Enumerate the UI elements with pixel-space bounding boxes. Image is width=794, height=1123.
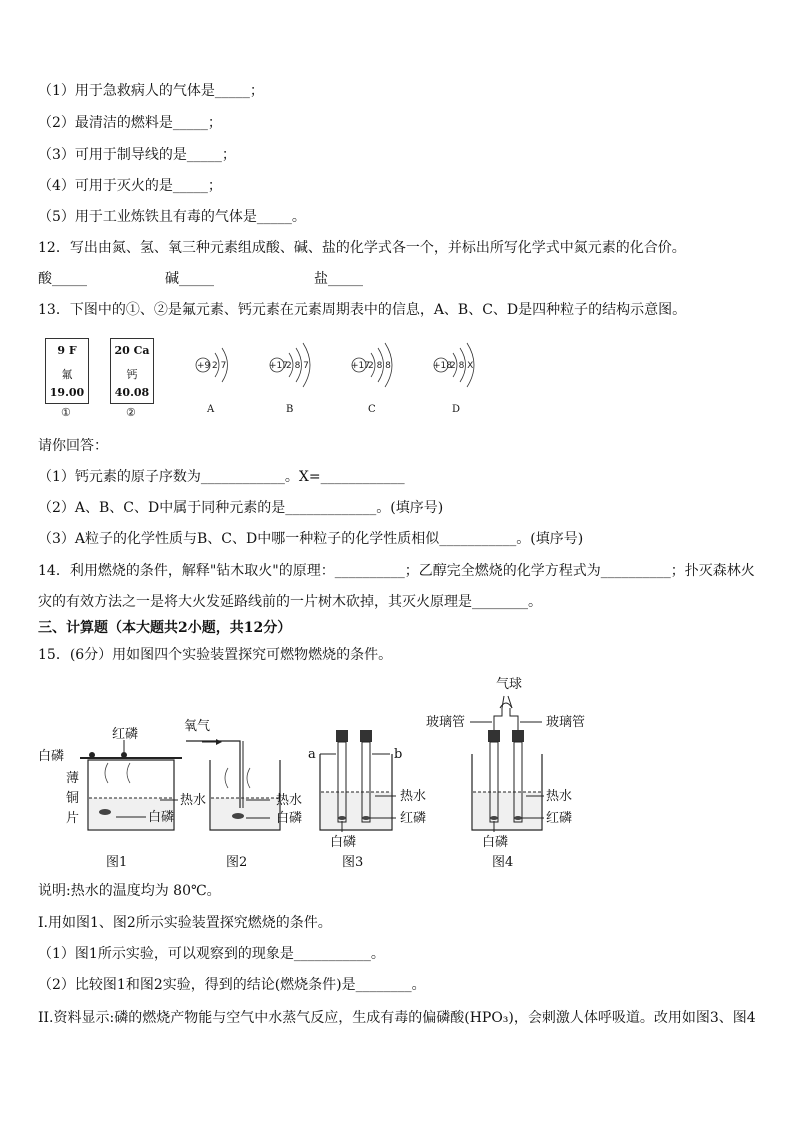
fig1-plate-3: 片	[66, 811, 80, 826]
q12-base: 碱_____	[165, 271, 214, 287]
q11-item-4: （4）可用于灭火的是_____；	[38, 178, 222, 194]
fig2-caption: 图2	[226, 855, 248, 870]
particle-a-label: A	[207, 404, 215, 415]
fig4-hot-water: 热水	[546, 789, 573, 804]
fig1-white-p: 白磷	[148, 810, 175, 825]
q15-sub2: （2）比较图1和图2实验，得到的结论(燃烧条件)是________。	[38, 977, 426, 993]
q15-figures	[30, 668, 590, 878]
q12-acid: 酸_____	[38, 271, 87, 287]
fig1-plate-1: 薄	[66, 771, 80, 786]
particle-d-label: D	[452, 404, 461, 415]
fig1-red-p: 红磷	[112, 727, 139, 742]
figure-1	[38, 726, 206, 870]
particle-b-nucleus: +17	[269, 361, 288, 371]
fig4-glass-tube-right: 玻璃管	[546, 715, 586, 730]
fig3-white-p: 白磷	[330, 835, 357, 850]
particle-b	[269, 343, 310, 415]
q13-sub3: （3）A粒子的化学性质与B、C、D中哪一种粒子的化学性质相似___________。(填序号)	[38, 531, 584, 547]
q12-salt: 盐_____	[314, 271, 363, 287]
fig4-glass-tube-left: 玻璃管	[426, 715, 466, 730]
particle-b-label: B	[286, 404, 294, 415]
q15-part1: I.用如图1、图2所示实验装置探究燃烧的条件。	[38, 915, 332, 931]
fig1-caption: 图1	[106, 855, 128, 870]
particle-c-shells: 2 8 8	[368, 361, 391, 371]
particle-d-shells: 2 8 X	[450, 361, 474, 371]
element-card-fluorine	[45, 338, 89, 404]
q13-text: 13．下图中的①、②是氟元素、钙元素在元素周期表中的信息，A、B、C、D是四种粒子的结构示意图。	[38, 302, 687, 318]
particle-a-nucleus: +9	[197, 361, 211, 371]
card-fluorine-name: 氟	[61, 368, 73, 381]
q11-item-2: （2）最清洁的燃料是_____；	[38, 115, 222, 131]
q13-prompt: 请你回答：	[38, 438, 108, 454]
q15-part2: II.资料显示:磷的燃烧产物能与空气中水蒸气反应，生成有毒的偏磷酸(HPO₃)，会刺激人体呼吸道。改用如图3、图4	[38, 1010, 756, 1026]
q14-line1: 14．利用燃烧的条件，解释"钻木取火"的原理：__________；乙醇完全燃烧的化学方程式为__________；扑灭森林火	[38, 563, 755, 579]
fig1-plate-2: 铜	[66, 791, 80, 806]
fig3-a: a	[308, 747, 316, 762]
card-calcium-name: 钙	[126, 368, 138, 381]
card-calcium-label: ②	[126, 406, 136, 419]
q12-answers	[38, 268, 758, 290]
card-calcium-mass: 40.08	[114, 386, 150, 399]
card-fluorine-number: 9 F	[57, 344, 77, 357]
fig3-b: b	[394, 747, 403, 762]
fig4-balloon: 气球	[496, 677, 523, 692]
fig2-oxygen: 氧气	[184, 719, 211, 734]
particle-d-nucleus: +18	[433, 361, 452, 371]
particle-b-shells: 2 8 7	[286, 361, 309, 371]
element-card-calcium	[110, 338, 154, 404]
fig4-caption: 图4	[492, 855, 514, 870]
card-fluorine-mass: 19.00	[49, 386, 85, 399]
fig1-white-p-left: 白磷	[38, 749, 65, 764]
fig1-hot-water: 热水	[180, 793, 207, 808]
figure-3	[308, 730, 426, 870]
particle-a	[196, 348, 228, 415]
q15-sub1: （1）图1所示实验，可以观察到的现象是___________。	[38, 946, 385, 962]
particle-d	[433, 343, 474, 415]
particle-a-shells: 2 7	[212, 361, 227, 371]
particle-c-label: C	[368, 404, 376, 415]
q11-item-5: （5）用于工业炼铁且有毒的气体是_____。	[38, 209, 306, 225]
figure-4	[426, 676, 585, 870]
particle-c-nucleus: +17	[351, 361, 370, 371]
q11-item-1: （1）用于急救病人的气体是_____；	[38, 83, 264, 99]
q14-line2: 灾的有效方法之一是将大火发延路线前的一片树木砍掉，其灭火原理是________。	[38, 594, 542, 610]
particle-diagrams	[185, 340, 485, 420]
particle-c	[351, 343, 392, 415]
q13-sub1: （1）钙元素的原子序数为____________。X=____________	[38, 469, 405, 485]
fig3-caption: 图3	[342, 855, 364, 870]
card-calcium-number: 20 Ca	[114, 344, 150, 357]
q15-text: 15．(6分）用如图四个实验装置探究可燃物燃烧的条件。	[38, 647, 393, 663]
card-fluorine-label: ①	[61, 406, 71, 419]
fig2-hot-water: 热水	[276, 793, 303, 808]
q11-item-3: （3）可用于制导线的是_____；	[38, 147, 236, 163]
section-3-heading: 三、计算题（本大题共2小题，共12分）	[38, 620, 292, 636]
q13-sub2: （2）A、B、C、D中属于同种元素的是_____________。(填序号)	[38, 500, 444, 516]
q15-note: 说明:热水的温度均为 80℃。	[38, 883, 221, 899]
fig3-hot-water: 热水	[400, 789, 427, 804]
fig3-red-p: 红磷	[400, 811, 427, 826]
q12-text: 12．写出由氮、氢、氧三种元素组成酸、碱、盐的化学式各一个，并标出所写化学式中氮元素的化合价。	[38, 240, 686, 256]
fig2-white-p: 白磷	[276, 811, 303, 826]
fig4-red-p: 红磷	[546, 811, 573, 826]
fig4-white-p: 白磷	[482, 835, 509, 850]
